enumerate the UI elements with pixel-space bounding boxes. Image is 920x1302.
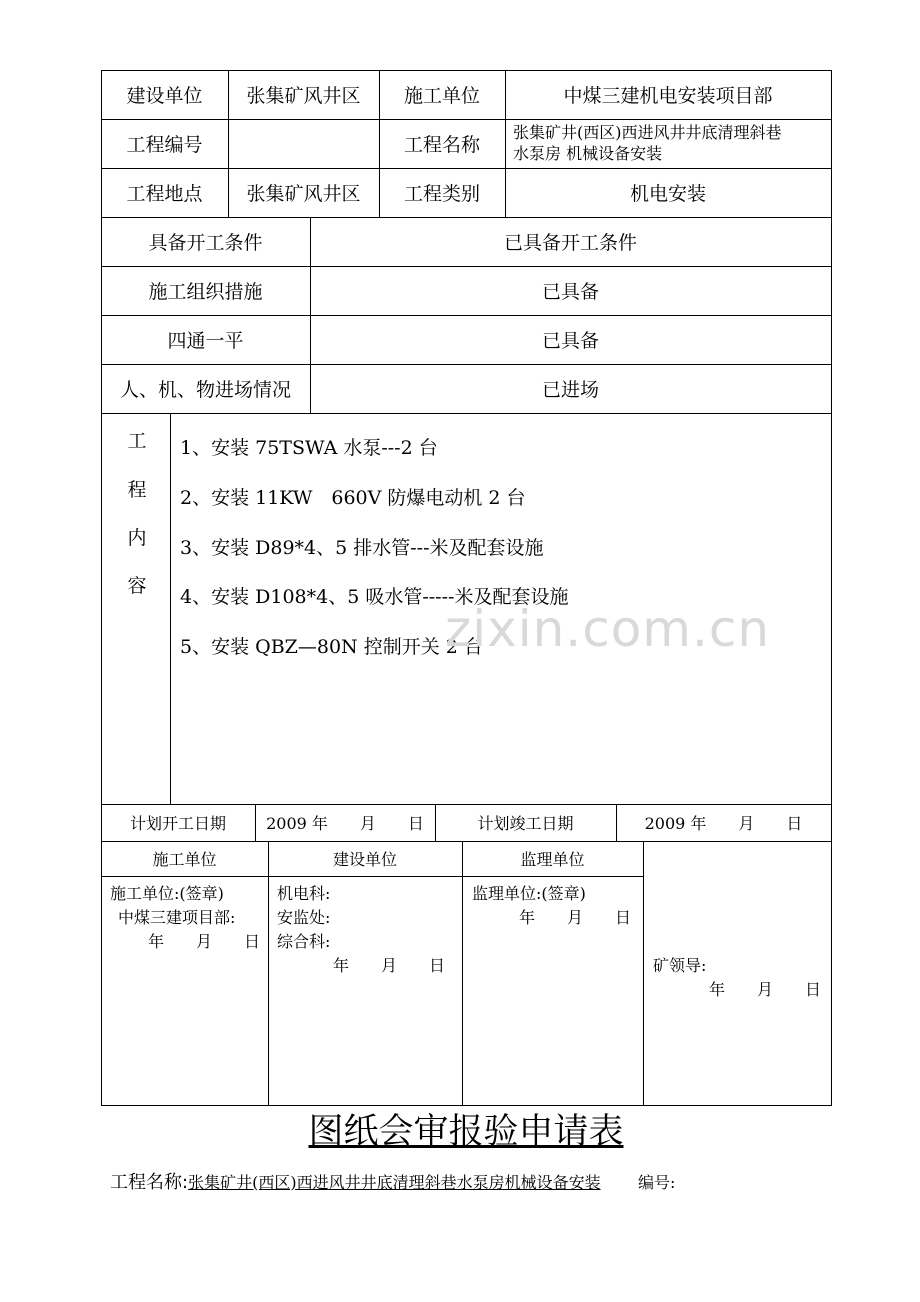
- condition-value: 已具备: [541, 281, 599, 303]
- project-name-label: 工程名称: [403, 134, 480, 156]
- construct-sign-line: 中煤三建项目部:: [118, 908, 236, 927]
- project-no-value: [228, 119, 379, 168]
- footer-project-name-label: 工程名称:: [110, 1172, 189, 1193]
- supervise-sign-line: 监理单位:(签章): [472, 884, 586, 903]
- build-sign-header: 建设单位: [332, 850, 397, 869]
- content-label-char: 内: [127, 527, 147, 549]
- end-date-value: 2009 年 月 日: [644, 814, 803, 833]
- content-item: 3、安装 D89*4、5 排水管---米及配套设施: [180, 537, 544, 559]
- location-label: 工程地点: [126, 183, 203, 205]
- end-date-label: 计划竣工日期: [477, 814, 574, 833]
- content-label-char: 工: [127, 430, 147, 452]
- watermark: zixin.com.cn: [445, 600, 771, 658]
- construct-unit-label: 施工单位: [403, 85, 480, 107]
- project-name-value: [513, 122, 831, 168]
- construct-sign-line: 施工单位:(签章): [110, 884, 224, 903]
- build-sign-line: 机电科:: [277, 884, 331, 903]
- location-value: 张集矿风井区: [246, 183, 361, 205]
- category-label: 工程类别: [403, 183, 480, 205]
- footer-number-label: 编号:: [637, 1173, 676, 1192]
- condition-label: 四通一平: [167, 330, 244, 352]
- form-title: [0, 1107, 920, 1157]
- project-name-value-line2: 水泵房 机械设备安装: [513, 144, 663, 163]
- start-date-value: 2009 年 月 日: [266, 814, 424, 833]
- project-no-label: 工程编号: [126, 134, 203, 156]
- condition-value: 已具备开工条件: [503, 232, 637, 254]
- content-item: 1、安装 75TSWA 水泵---2 台: [180, 437, 438, 459]
- content-item: 5、安装 QBZ—80N 控制开关 2 台: [180, 636, 483, 658]
- build-sign-date: 年 月 日: [333, 956, 446, 975]
- condition-value: 已具备: [541, 330, 599, 352]
- supervise-sign-header: 监理单位: [520, 850, 585, 869]
- leader-sign-line: 矿领导:: [653, 956, 707, 975]
- condition-label: 人、机、物进场情况: [119, 379, 291, 401]
- content-label-char: 程: [127, 479, 147, 501]
- footer-project-name-value: 张集矿井(西区)西进风井井底清理斜巷水泵房机械设备安装: [188, 1173, 601, 1192]
- category-value: 机电安装: [629, 183, 706, 205]
- build-sign-line: 安监处:: [277, 908, 331, 927]
- content-label-char: 容: [127, 575, 147, 597]
- content-item: 2、安装 11KW 660V 防爆电动机 2 台: [180, 487, 526, 509]
- build-sign-line: 综合科:: [277, 932, 331, 951]
- construct-unit-value: 中煤三建机电安装项目部: [563, 85, 773, 107]
- construct-sign-header: 施工单位: [152, 850, 217, 869]
- project-name-value-line1: 张集矿井(西区)西进风井井底清理斜巷: [513, 123, 782, 142]
- condition-label: 具备开工条件: [148, 232, 263, 254]
- footer: [110, 1168, 830, 1196]
- build-unit-label: 建设单位: [126, 85, 203, 107]
- content-item: 4、安装 D108*4、5 吸水管-----米及配套设施: [180, 586, 569, 608]
- start-date-label: 计划开工日期: [129, 814, 226, 833]
- build-unit-value: 张集矿风井区: [246, 85, 361, 107]
- form-title-text: 图纸会审报验申请表: [308, 1112, 624, 1152]
- supervise-sign-date: 年 月 日: [519, 908, 632, 927]
- leader-sign-date: 年 月 日: [709, 980, 822, 999]
- condition-value: 已进场: [541, 379, 599, 401]
- construct-sign-date: 年 月 日: [148, 932, 261, 951]
- condition-label: 施工组织措施: [148, 281, 263, 303]
